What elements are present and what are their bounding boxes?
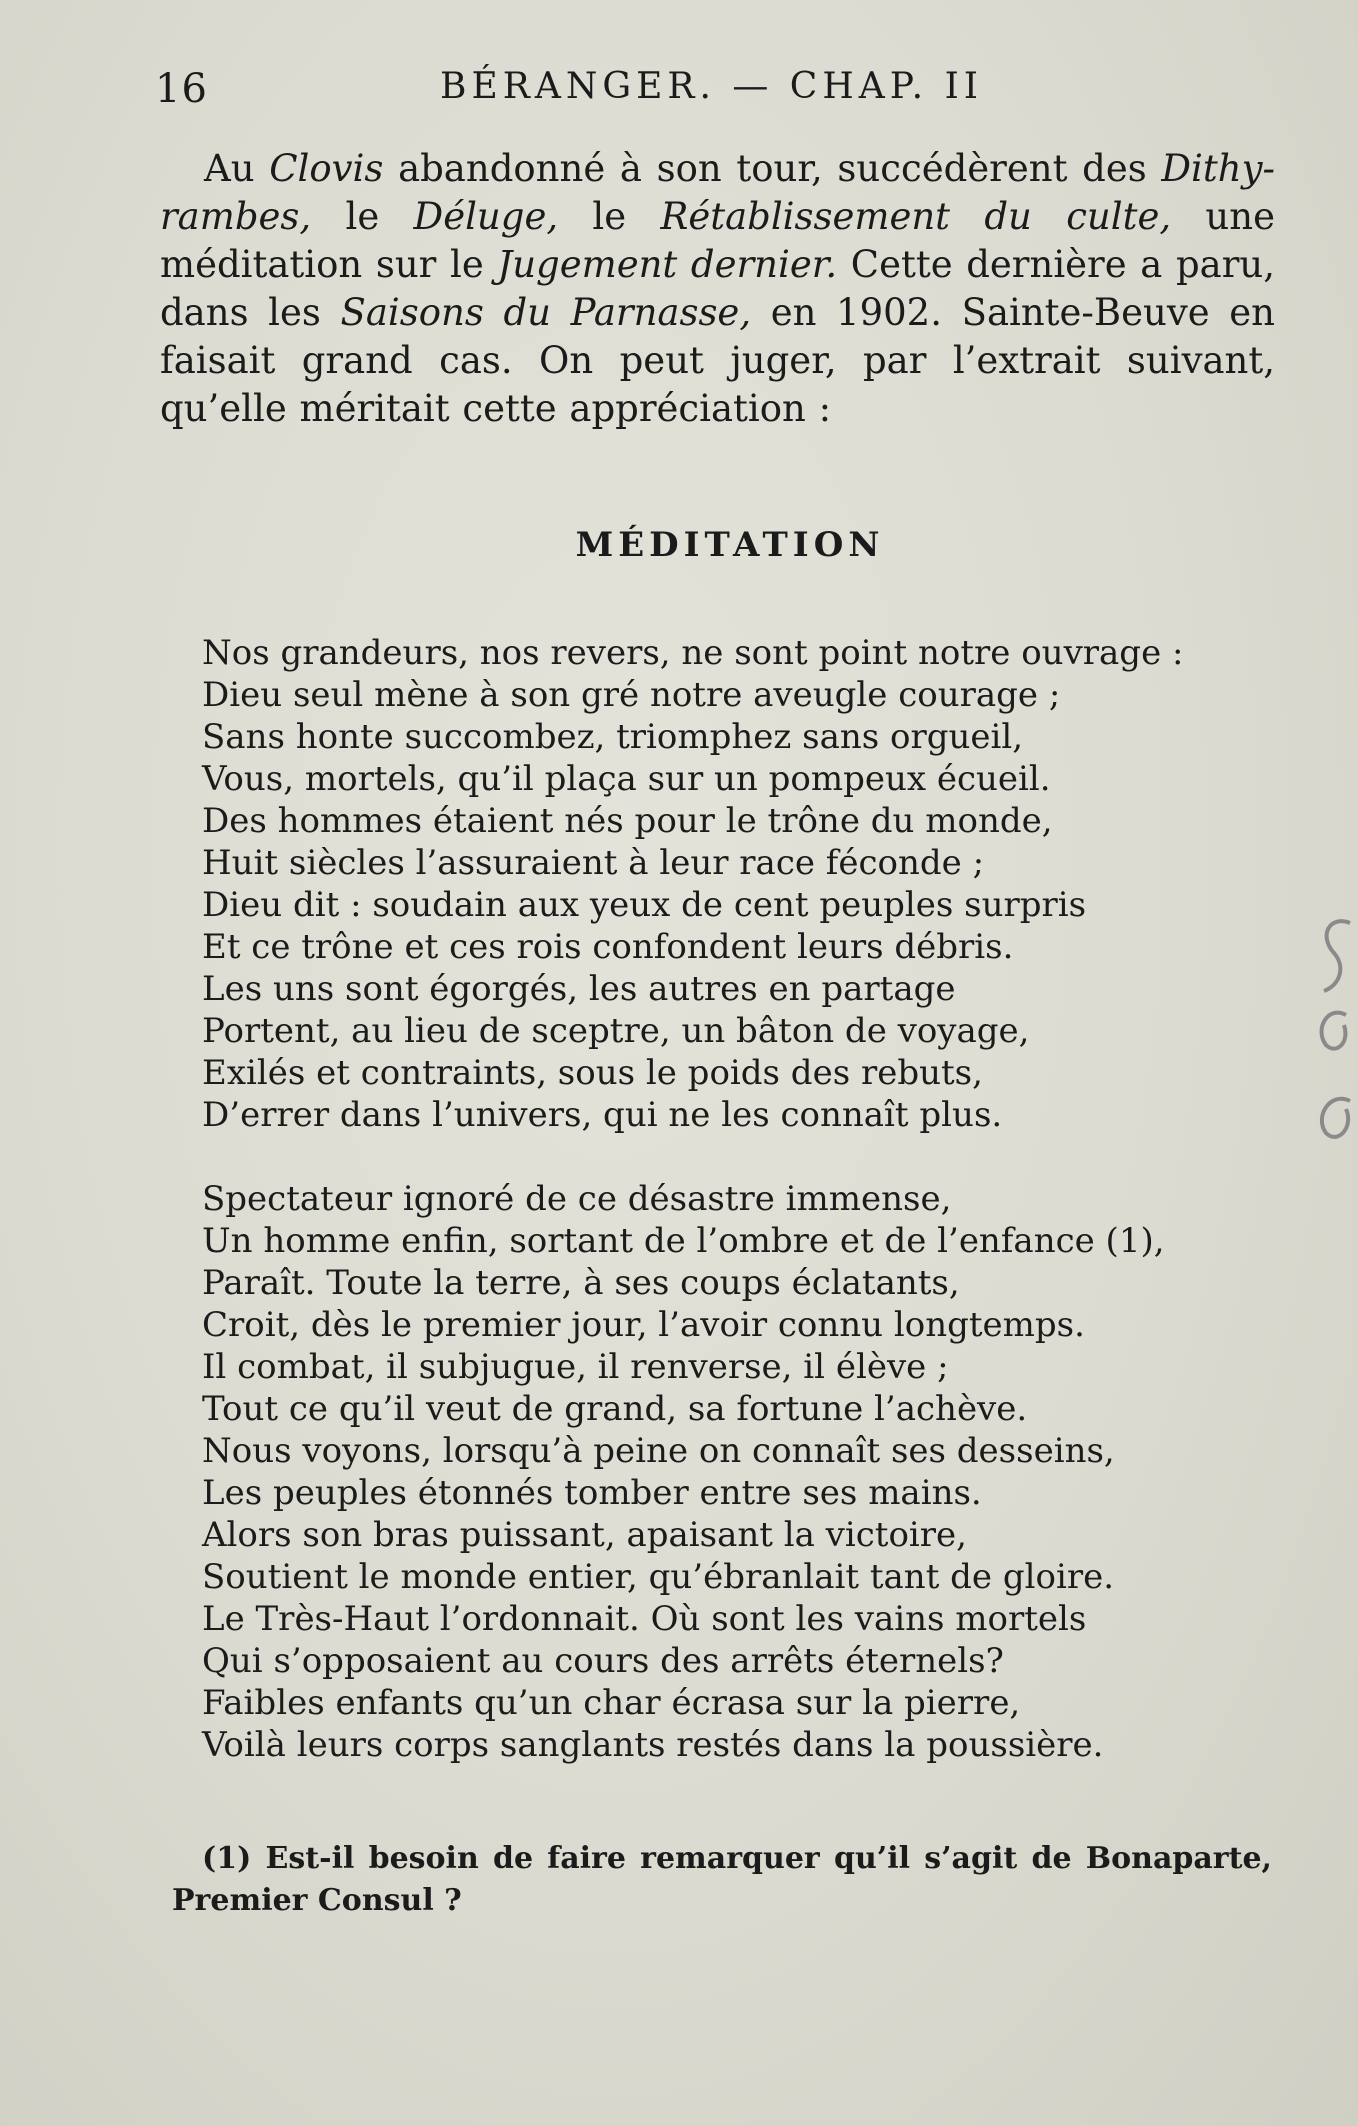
- poem-line: Tout ce qu’il veut de grand, sa fortune l’achève.: [202, 1389, 1028, 1429]
- poem-line: Paraît. Toute la terre, à ses coups éclatants,: [202, 1263, 960, 1303]
- poem-line: Voilà leurs corps sanglants restés dans la poussière.: [202, 1725, 1104, 1765]
- footnote: (1) Est-il besoin de faire remarquer qu’il s’agit de Bonaparte, Premier Consul ?: [172, 1841, 1272, 1918]
- title-retablissement: Rétablissement du culte,: [660, 195, 1172, 238]
- poem-line: Exilés et contraints, sous le poids des rebuts,: [202, 1053, 983, 1093]
- title-deluge: Déluge,: [413, 195, 559, 238]
- poem-line: Le Très-Haut l’ordonnait. Où sont les vains mortels: [202, 1599, 1087, 1639]
- running-title: BÉRANGER. — CHAP. II: [440, 66, 984, 107]
- intro-text: une méditation sur le: [160, 195, 1275, 286]
- poem-stanza-2: [202, 1178, 1242, 1766]
- poem-line: Des hommes étaient nés pour le trône du monde,: [202, 801, 1053, 841]
- poem-line: Les peuples étonnés tomber entre ses mains.: [202, 1473, 982, 1513]
- title-dithyrambes: Dithy-rambes,: [160, 147, 1275, 238]
- intro-text: abandonné à son tour, succédèrent des: [383, 147, 1162, 190]
- poem-line: Et ce trône et ces rois confondent leurs débris.: [202, 927, 1014, 967]
- poem-title: MÉDITATION: [575, 525, 885, 565]
- title-clovis: Clovis: [269, 147, 384, 190]
- pencil-margin-marks: [1300, 905, 1358, 1165]
- poem-line: Huit siècles l’assuraient à leur race féconde ;: [202, 843, 985, 883]
- poem-line: Un homme enfin, sortant de l’ombre et de l’enfance (1),: [202, 1221, 1165, 1261]
- title-jugement: Jugement dernier.: [497, 243, 838, 286]
- poem-line: Les uns sont égorgés, les autres en partage: [202, 969, 956, 1009]
- poem-line: Alors son bras puissant, apaisant la victoire,: [202, 1515, 967, 1555]
- poem-line: Sans honte succombez, triomphez sans orgueil,: [202, 717, 1024, 757]
- intro-text: Au: [204, 147, 270, 190]
- poem-line: Qui s’opposaient au cours des arrêts éternels?: [202, 1641, 1004, 1681]
- poem-line: Croit, dès le premier jour, l’avoir connu longtemps.: [202, 1305, 1085, 1345]
- intro-text: le: [311, 195, 414, 238]
- intro-text: le: [558, 195, 661, 238]
- poem-line: D’errer dans l’univers, qui ne les connaît plus.: [202, 1095, 1003, 1135]
- intro-text: en 1902. Sainte-Beuve en faisait grand cas. On peut juger, par l’extrait suivant, qu’elle méritait cette appréciation :: [160, 291, 1275, 430]
- poem-line: Dieu dit : soudain aux yeux de cent peuples surpris: [202, 885, 1087, 925]
- poem-line: Portent, au lieu de sceptre, un bâton de voyage,: [202, 1011, 1030, 1051]
- page-header: [155, 66, 1285, 126]
- poem-line: Soutient le monde entier, qu’ébranlait tant de gloire.: [202, 1557, 1115, 1597]
- poem-line: Spectateur ignoré de ce désastre immense,: [202, 1179, 952, 1219]
- intro-paragraph: [160, 145, 1275, 433]
- page-number: 16: [155, 66, 208, 112]
- title-saisons: Saisons du Parnasse,: [340, 291, 752, 334]
- poem-line: Faibles enfants qu’un char écrasa sur la pierre,: [202, 1683, 1021, 1723]
- poem-line: Vous, mortels, qu’il plaça sur un pompeux écueil.: [202, 759, 1051, 799]
- poem-line: Nos grandeurs, nos revers, ne sont point notre ouvrage :: [202, 633, 1184, 673]
- intro-text: Cette dernière a paru, dans les: [160, 243, 1275, 334]
- poem-stanza-1: [202, 632, 1242, 1136]
- poem-line: Dieu seul mène à son gré notre aveugle courage ;: [202, 675, 1061, 715]
- poem-line: Il combat, il subjugue, il renverse, il élève ;: [202, 1347, 949, 1387]
- poem-line: Nous voyons, lorsqu’à peine on connaît ses desseins,: [202, 1431, 1115, 1471]
